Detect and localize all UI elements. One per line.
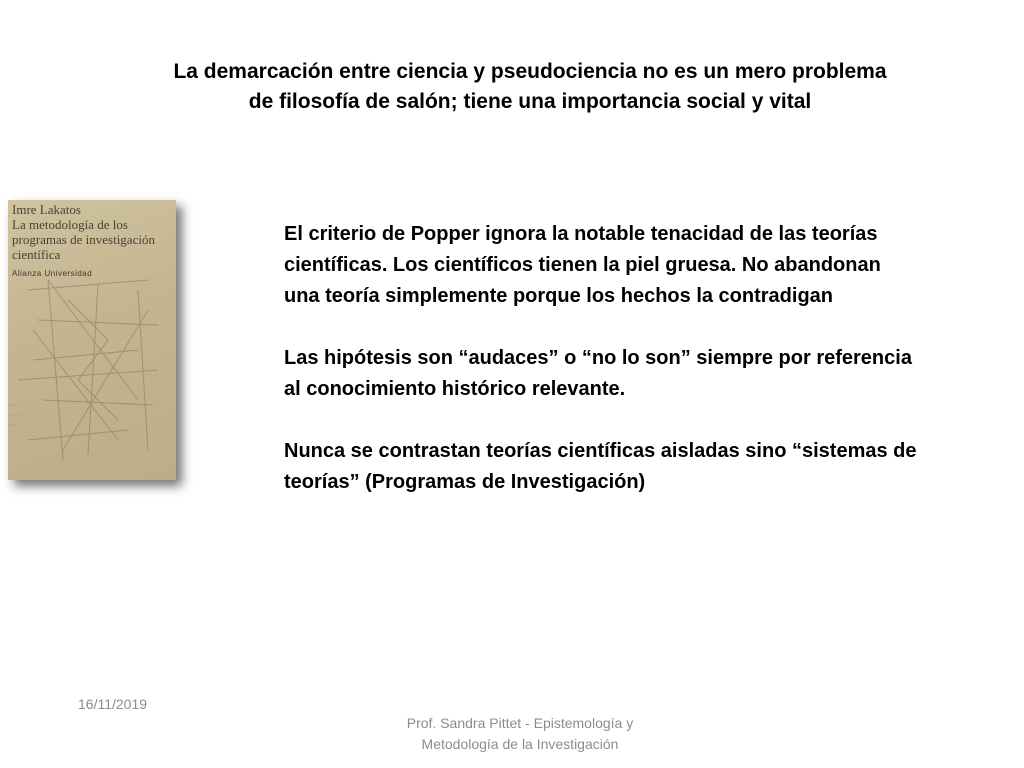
paragraph-line: Las hipótesis son “audaces” o “no lo son” siempre por referencia <box>284 347 912 369</box>
book-cover-text <box>12 202 176 281</box>
book-title-line: La metodología de los <box>12 217 128 232</box>
book-title-line: programas de investigación <box>12 232 155 247</box>
book-author: Imre Lakatos <box>12 202 81 217</box>
slide-title <box>120 57 940 117</box>
book-title-line: científica <box>12 247 61 262</box>
paragraph-sistemas <box>284 436 984 498</box>
slide-body <box>284 219 984 529</box>
paragraph-line: al conocimiento histórico relevante. <box>284 378 626 400</box>
slide-title-line: de filosofía de salón; tiene una importancia social y vital <box>248 90 812 113</box>
footer-line: Prof. Sandra Pittet - Epistemología y <box>406 715 634 731</box>
footer-line: Metodología de la Investigación <box>421 736 619 752</box>
slide-footer <box>340 713 700 755</box>
book-publisher: Alianza Universidad <box>12 269 93 278</box>
paragraph-line: científicas. Los científicos tienen la piel gruesa. No abandonan <box>284 254 881 276</box>
paragraph-line: teorías” (Programas de Investigación) <box>284 471 646 493</box>
paragraph-hipotesis <box>284 343 984 405</box>
paragraph-line: El criterio de Popper ignora la notable tenacidad de las teorías <box>284 223 878 245</box>
paragraph-line: Nunca se contrastan teorías científicas aisladas sino “sistemas de <box>284 440 917 462</box>
book-cover-image <box>8 200 176 480</box>
paragraph-popper <box>284 219 984 312</box>
paragraph-line: una teoría simplemente porque los hechos la contradigan <box>284 285 834 307</box>
slide-date: 16/11/2019 <box>78 696 148 712</box>
slide-title-line: La demarcación entre ciencia y pseudociencia no es un mero problema <box>173 60 887 83</box>
